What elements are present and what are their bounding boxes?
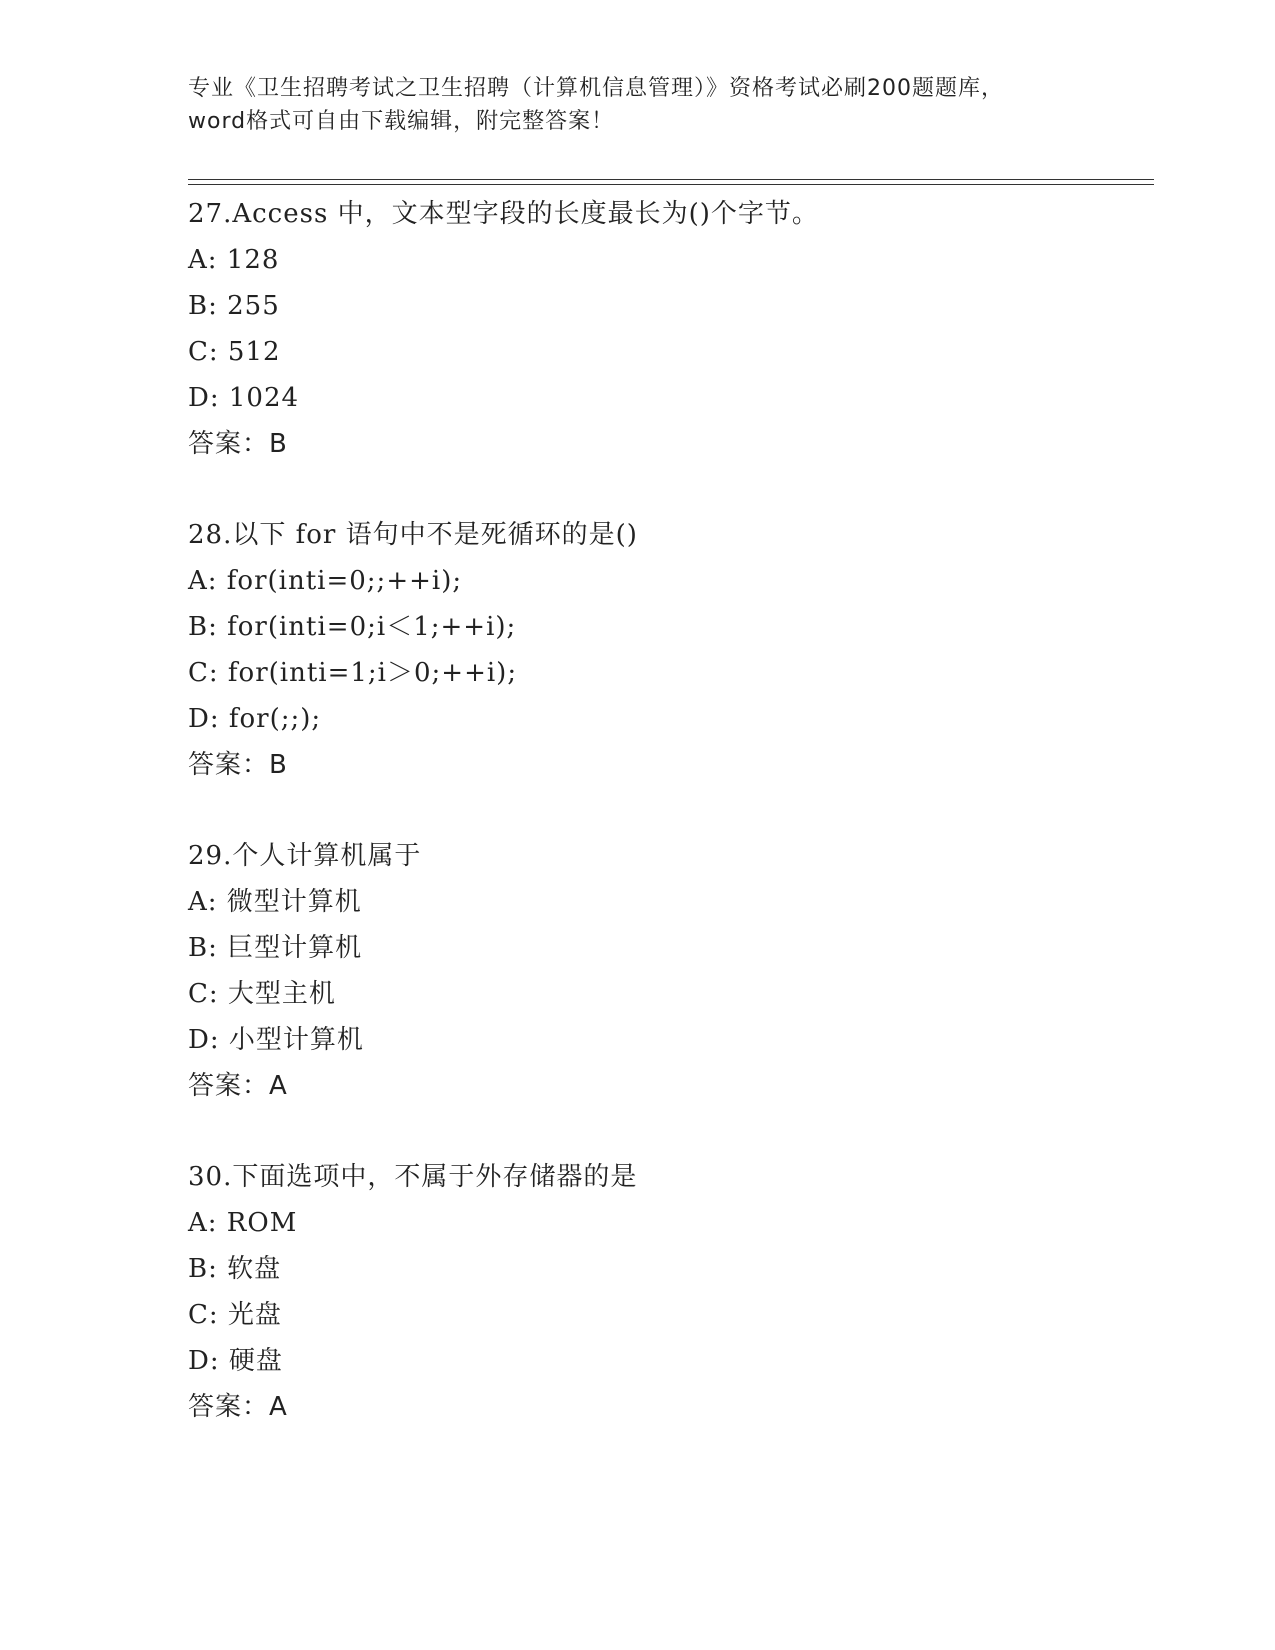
option-d: D: 1024 (188, 383, 300, 413)
option-a: A: for(inti=0;;++i); (188, 566, 463, 596)
header-divider-top (188, 179, 1154, 180)
answer-line: 答案：A (188, 1071, 288, 1101)
header-divider-bottom (188, 184, 1154, 185)
question-block-28 (188, 512, 1148, 788)
option-b: B: 软盘 (188, 1254, 282, 1284)
question-stem: 28.以下 for 语句中不是死循环的是() (188, 520, 638, 550)
question-stem: 30.下面选项中，不属于外存储器的是 (188, 1162, 638, 1192)
option-c: C: for(inti=1;i＞0;++i); (188, 658, 518, 688)
document-header (188, 72, 1088, 138)
option-c: C: 512 (188, 337, 281, 367)
option-b: B: 255 (188, 291, 280, 321)
option-c: C: 大型主机 (188, 979, 336, 1009)
question-block-27 (188, 191, 1148, 467)
option-c: C: 光盘 (188, 1300, 282, 1330)
option-a: A: 微型计算机 (188, 887, 362, 917)
spacer (188, 467, 1148, 512)
question-stem: 29.个人计算机属于 (188, 841, 422, 871)
option-a: A: ROM (188, 1208, 298, 1238)
question-stem: 27.Access 中，文本型字段的长度最长为()个字节。 (188, 199, 819, 229)
header-line-2: word格式可自由下载编辑，附完整答案！ (188, 109, 615, 134)
answer-line: 答案：A (188, 1392, 288, 1422)
option-b: B: for(inti=0;i＜1;++i); (188, 612, 517, 642)
option-d: D: for(;;); (188, 704, 322, 734)
question-block-30 (188, 1154, 1148, 1430)
header-line-1: 专业《卫生招聘考试之卫生招聘（计算机信息管理）》资格考试必刷200题题库， (188, 76, 1004, 101)
spacer (188, 1109, 1148, 1154)
option-a: A: 128 (188, 245, 280, 275)
answer-line: 答案：B (188, 750, 288, 780)
option-d: D: 硬盘 (188, 1346, 283, 1376)
option-d: D: 小型计算机 (188, 1025, 364, 1055)
spacer (188, 788, 1148, 833)
option-b: B: 巨型计算机 (188, 933, 363, 963)
question-block-29 (188, 833, 1148, 1109)
answer-line: 答案：B (188, 429, 288, 459)
question-list (188, 191, 1148, 1430)
